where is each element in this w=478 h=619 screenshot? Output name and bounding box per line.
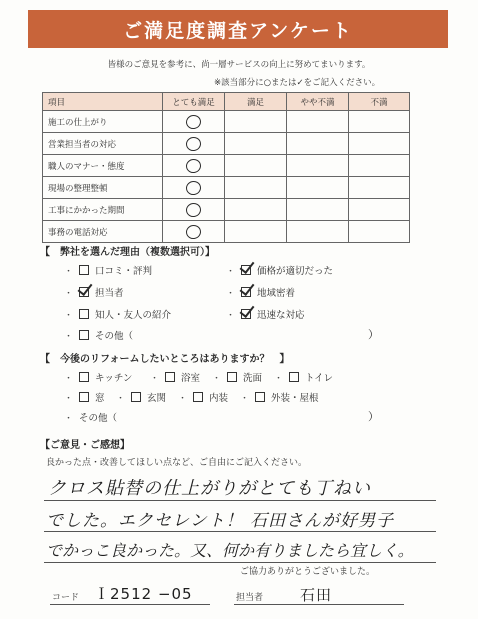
rating-cell[interactable]	[287, 155, 349, 177]
table-row	[43, 133, 410, 155]
bullet-dot: ・	[178, 393, 188, 404]
rating-cell[interactable]	[349, 177, 410, 199]
header-very-satisfied: とても満足	[163, 93, 225, 111]
bullet-dot: ・	[212, 373, 222, 384]
staff-label: 担当者	[236, 593, 264, 603]
reason-option[interactable]	[226, 285, 295, 299]
bullet-dot: ・	[226, 266, 236, 277]
reform-heading: 【 今後のリフォームしたいところはありますか？ 】	[40, 354, 290, 365]
bullet-dot: ・	[64, 266, 74, 277]
rating-cell[interactable]	[287, 221, 349, 243]
rating-cell[interactable]	[287, 111, 349, 133]
reform-label: 洗面	[243, 373, 263, 384]
intro-text: 皆様のご意見を参考に、尚一層サービスの向上に努めてまいります。	[107, 60, 371, 70]
reform-label: その他（	[79, 413, 118, 424]
checkbox-icon[interactable]	[193, 392, 203, 402]
bullet-dot: ・	[64, 310, 74, 321]
feedback-prompt: 良かった点・改善してほしい点など、ご自由にご記入ください。	[46, 458, 308, 468]
bullet-dot: ・	[64, 331, 74, 342]
bullet-dot: ・	[226, 310, 236, 321]
reform-other-close: ）	[368, 410, 379, 423]
row-label: 事務の電話対応	[43, 221, 163, 243]
table-row	[43, 199, 410, 221]
rating-cell[interactable]	[225, 133, 287, 155]
table-row	[43, 221, 410, 243]
page-title: ご満足度調査アンケート	[28, 10, 448, 48]
staff-value: 石田	[300, 586, 333, 604]
rating-cell-selected[interactable]	[163, 199, 225, 221]
rating-cell[interactable]	[225, 177, 287, 199]
bullet-dot: ・	[226, 288, 236, 299]
rating-cell-selected[interactable]	[163, 155, 225, 177]
bullet-dot: ・	[240, 393, 250, 404]
rating-cell-selected[interactable]	[163, 177, 225, 199]
reason-other-close: ）	[368, 328, 379, 341]
checked-checkbox-icon[interactable]	[79, 287, 89, 297]
checkbox-icon[interactable]	[165, 372, 175, 382]
rating-cell[interactable]	[349, 221, 410, 243]
checkbox-icon[interactable]	[255, 392, 265, 402]
reform-label: トイレ	[305, 373, 334, 384]
reason-label: 地域密着	[257, 288, 296, 299]
header-somewhat-dissatisfied: やや不満	[287, 93, 349, 111]
circle-mark-icon	[185, 135, 203, 152]
reform-label: 浴室	[181, 373, 201, 384]
reform-option-other[interactable]	[64, 410, 117, 424]
reason-label: 担当者	[95, 288, 124, 299]
reform-label: 外装・屋根	[271, 393, 319, 404]
code-underline	[50, 604, 210, 605]
reason-option[interactable]	[226, 263, 333, 277]
checkbox-icon[interactable]	[289, 372, 299, 382]
rating-cell[interactable]	[349, 111, 410, 133]
rating-cell[interactable]	[349, 199, 410, 221]
feedback-line-1: クロス貼替の仕上がりがとても丁ねい	[48, 478, 371, 499]
reform-label: 窓	[95, 393, 105, 404]
instruction-text: ※該当部分に○または✓をご記入ください。	[214, 78, 381, 88]
reason-label: 知人・友人の紹介	[95, 310, 172, 321]
rating-cell[interactable]	[287, 177, 349, 199]
checkbox-icon[interactable]	[131, 392, 141, 402]
checkbox-icon[interactable]	[79, 330, 89, 340]
circle-mark-icon	[185, 201, 203, 218]
circle-mark-icon	[185, 157, 203, 174]
rating-cell-selected[interactable]	[163, 221, 225, 243]
circle-mark-icon	[185, 113, 203, 130]
reform-label: 内装	[209, 393, 229, 404]
bullet-dot: ・	[274, 373, 284, 384]
header-item: 項目	[43, 93, 163, 111]
reform-option[interactable]	[116, 390, 166, 404]
reform-label: 玄関	[147, 393, 167, 404]
writing-line	[44, 531, 436, 532]
writing-line	[44, 562, 436, 563]
reform-option[interactable]	[64, 390, 105, 404]
reason-label: 迅速な対応	[257, 310, 305, 321]
reform-option[interactable]	[240, 390, 319, 404]
code-value: Ｉ2512 −05	[94, 585, 193, 603]
staff-underline	[234, 604, 404, 605]
circle-mark-icon	[185, 223, 203, 240]
reason-label: 口コミ・評判	[95, 266, 153, 277]
rating-cell[interactable]	[349, 155, 410, 177]
table-row	[43, 111, 410, 133]
rating-cell[interactable]	[349, 133, 410, 155]
rating-cell[interactable]	[225, 155, 287, 177]
row-label: 現場の整理整頓	[43, 177, 163, 199]
feedback-line-2: でした。エクセレント！ 石田さんが好男子	[46, 511, 394, 531]
checkbox-icon[interactable]	[79, 265, 89, 275]
header-dissatisfied: 不満	[349, 93, 410, 111]
reform-option[interactable]	[64, 370, 132, 384]
code-label: コード	[52, 593, 80, 603]
rating-cell[interactable]	[287, 133, 349, 155]
checkbox-icon[interactable]	[79, 372, 89, 382]
bullet-dot: ・	[64, 393, 74, 404]
row-label: 営業担当者の対応	[43, 133, 163, 155]
reason-option[interactable]	[64, 263, 152, 277]
checkbox-icon[interactable]	[79, 309, 89, 319]
checked-checkbox-icon[interactable]	[241, 265, 251, 275]
reason-label: その他（	[95, 331, 134, 342]
bullet-dot: ・	[150, 373, 160, 384]
row-label: 工事にかかった期間	[43, 199, 163, 221]
bullet-dot: ・	[64, 413, 74, 424]
reasons-heading: 【 弊社を選んだ理由（複数選択可）】	[40, 247, 215, 258]
reform-option[interactable]	[274, 370, 333, 384]
reason-option-other[interactable]	[64, 328, 133, 342]
bullet-dot: ・	[64, 373, 74, 384]
rating-cell[interactable]	[225, 199, 287, 221]
table-row	[43, 177, 410, 199]
reason-option[interactable]	[226, 307, 305, 321]
header-satisfied: 満足	[225, 93, 287, 111]
rating-table	[42, 92, 410, 243]
bullet-dot: ・	[64, 288, 74, 299]
checked-checkbox-icon[interactable]	[241, 309, 251, 319]
checked-checkbox-icon[interactable]	[241, 287, 251, 297]
table-row	[43, 155, 410, 177]
bullet-dot: ・	[116, 393, 126, 404]
reform-option[interactable]	[212, 370, 262, 384]
feedback-heading: 【ご意見・ご感想】	[40, 440, 130, 451]
reason-option[interactable]	[64, 285, 124, 299]
rating-cell[interactable]	[225, 221, 287, 243]
reason-option[interactable]	[64, 307, 171, 321]
reason-label: 価格が適切だった	[257, 266, 334, 277]
reform-option[interactable]	[178, 390, 228, 404]
row-label: 職人のマナー・態度	[43, 155, 163, 177]
rating-cell-selected[interactable]	[163, 133, 225, 155]
circle-mark-icon	[185, 179, 203, 196]
rating-cell[interactable]	[225, 111, 287, 133]
rating-cell[interactable]	[287, 199, 349, 221]
thanks-text: ご協力ありがとうございました。	[240, 567, 376, 577]
checkbox-icon[interactable]	[79, 392, 89, 402]
reform-label: キッチン	[95, 373, 133, 384]
reform-option[interactable]	[150, 370, 200, 384]
row-label: 施工の仕上がり	[43, 111, 163, 133]
checkbox-icon[interactable]	[227, 372, 237, 382]
rating-header-row	[43, 93, 410, 111]
rating-cell-selected[interactable]	[163, 111, 225, 133]
feedback-line-3: でかっこ良かった。又、何か有りましたら宜しく。	[46, 541, 414, 560]
writing-line	[44, 500, 436, 501]
